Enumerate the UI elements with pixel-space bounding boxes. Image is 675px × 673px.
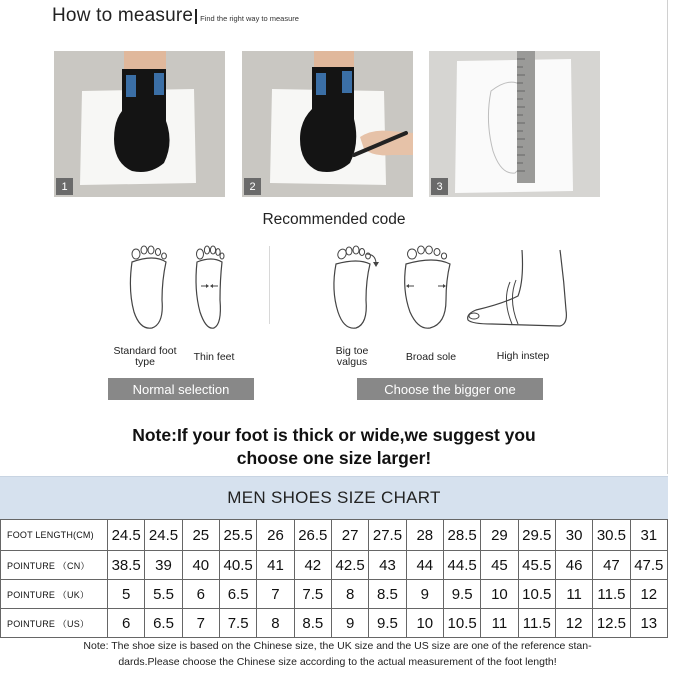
ruler-measure-illustration <box>429 51 600 197</box>
table-cell: 24.5 <box>108 520 145 551</box>
table-cell: 45 <box>481 551 518 580</box>
size-table <box>0 519 668 638</box>
foot-type-divider <box>269 246 270 324</box>
table-cell: 47 <box>593 551 630 580</box>
high-instep-icon <box>462 240 572 334</box>
size-chart <box>0 476 668 638</box>
table-cell: 13 <box>630 609 667 638</box>
step-2-photo <box>242 51 413 197</box>
step-number-badge: 1 <box>56 178 73 195</box>
size-advice-line-1: Note:If your foot is thick or wide,we suggest you <box>132 425 536 445</box>
measure-header <box>52 5 299 27</box>
size-advice-note <box>0 424 668 470</box>
table-cell: 27 <box>331 520 368 551</box>
size-reference-note <box>0 638 675 670</box>
table-cell: 10 <box>481 580 518 609</box>
big-toe-valgus-icon <box>326 240 382 334</box>
table-cell: 26 <box>257 520 294 551</box>
table-cell: 10.5 <box>518 580 555 609</box>
table-cell: 7 <box>182 609 219 638</box>
table-cell: 44.5 <box>443 551 480 580</box>
table-cell: 25 <box>182 520 219 551</box>
table-cell: 9.5 <box>443 580 480 609</box>
table-cell: 29 <box>481 520 518 551</box>
table-cell: 8.5 <box>294 609 331 638</box>
table-cell: 29.5 <box>518 520 555 551</box>
table-cell: 39 <box>145 551 182 580</box>
table-cell: 41 <box>257 551 294 580</box>
row-header: FOOT LENGTH(CM) <box>1 520 108 551</box>
measure-subtitle: Find the right way to measure <box>200 14 299 23</box>
table-cell: 25.5 <box>219 520 256 551</box>
step-3-photo <box>429 51 600 197</box>
table-cell: 12 <box>630 580 667 609</box>
table-cell: 10.5 <box>443 609 480 638</box>
table-cell: 6 <box>182 580 219 609</box>
table-cell: 30 <box>555 520 592 551</box>
table-cell: 28 <box>406 520 443 551</box>
table-cell: 5 <box>108 580 145 609</box>
table-cell: 46 <box>555 551 592 580</box>
size-chart-title: MEN SHOES SIZE CHART <box>0 476 668 519</box>
table-cell: 12 <box>555 609 592 638</box>
size-reference-line-2: dards.Please choose the Chinese size according to the actual measurement of the foot length! <box>118 656 557 668</box>
table-cell: 7.5 <box>294 580 331 609</box>
row-header: POINTURE （US） <box>1 609 108 638</box>
table-cell: 40.5 <box>219 551 256 580</box>
table-cell: 7.5 <box>219 609 256 638</box>
step-number-badge: 3 <box>431 178 448 195</box>
table-cell: 10 <box>406 609 443 638</box>
table-cell: 8 <box>257 609 294 638</box>
table-cell: 42.5 <box>331 551 368 580</box>
table-cell: 40 <box>182 551 219 580</box>
table-cell: 43 <box>369 551 406 580</box>
table-cell: 42 <box>294 551 331 580</box>
table-cell: 8 <box>331 580 368 609</box>
step-number-badge: 2 <box>244 178 261 195</box>
standard-foot-icon <box>124 240 170 334</box>
table-cell: 8.5 <box>369 580 406 609</box>
trace-foot-illustration <box>242 51 413 197</box>
table-cell: 11.5 <box>518 609 555 638</box>
table-cell: 11 <box>481 609 518 638</box>
table-cell: 26.5 <box>294 520 331 551</box>
table-cell: 38.5 <box>108 551 145 580</box>
recommended-code-title: Recommended code <box>262 211 406 228</box>
table-cell: 7 <box>257 580 294 609</box>
table-cell: 44 <box>406 551 443 580</box>
table-cell: 31 <box>630 520 667 551</box>
title-divider <box>195 9 197 24</box>
choose-bigger-badge: Choose the bigger one <box>357 378 543 400</box>
foot-label-standard: Standard foot type <box>113 345 177 368</box>
broad-sole-icon <box>400 240 454 334</box>
foot-on-paper-illustration <box>54 51 225 197</box>
table-cell: 47.5 <box>630 551 667 580</box>
table-cell: 27.5 <box>369 520 406 551</box>
table-cell: 45.5 <box>518 551 555 580</box>
table-cell: 9.5 <box>369 609 406 638</box>
step-1-photo <box>54 51 225 197</box>
table-cell: 6 <box>108 609 145 638</box>
foot-label-valgus: Big toe valgus <box>335 345 369 368</box>
table-cell: 6.5 <box>219 580 256 609</box>
foot-label-broad: Broad sole <box>405 351 457 363</box>
table-row <box>1 520 668 551</box>
row-header: POINTURE （CN） <box>1 551 108 580</box>
row-header: POINTURE （UK） <box>1 580 108 609</box>
table-cell: 5.5 <box>145 580 182 609</box>
table-row <box>1 580 668 609</box>
table-row <box>1 551 668 580</box>
table-cell: 11.5 <box>593 580 630 609</box>
table-cell: 12.5 <box>593 609 630 638</box>
table-row <box>1 609 668 638</box>
table-cell: 24.5 <box>145 520 182 551</box>
table-cell: 28.5 <box>443 520 480 551</box>
table-cell: 9 <box>406 580 443 609</box>
measure-title: How to measure <box>52 5 194 26</box>
table-cell: 6.5 <box>145 609 182 638</box>
table-cell: 9 <box>331 609 368 638</box>
size-advice-line-2: choose one size larger! <box>236 448 432 468</box>
table-cell: 30.5 <box>593 520 630 551</box>
foot-label-high-instep: High instep <box>496 350 550 362</box>
thin-foot-icon <box>188 240 228 334</box>
foot-label-thin: Thin feet <box>193 351 235 363</box>
table-cell: 11 <box>555 580 592 609</box>
normal-selection-badge: Normal selection <box>108 378 254 400</box>
size-reference-line-1: Note: The shoe size is based on the Chinese size, the UK size and the US size are one of the reference stan- <box>83 640 592 652</box>
